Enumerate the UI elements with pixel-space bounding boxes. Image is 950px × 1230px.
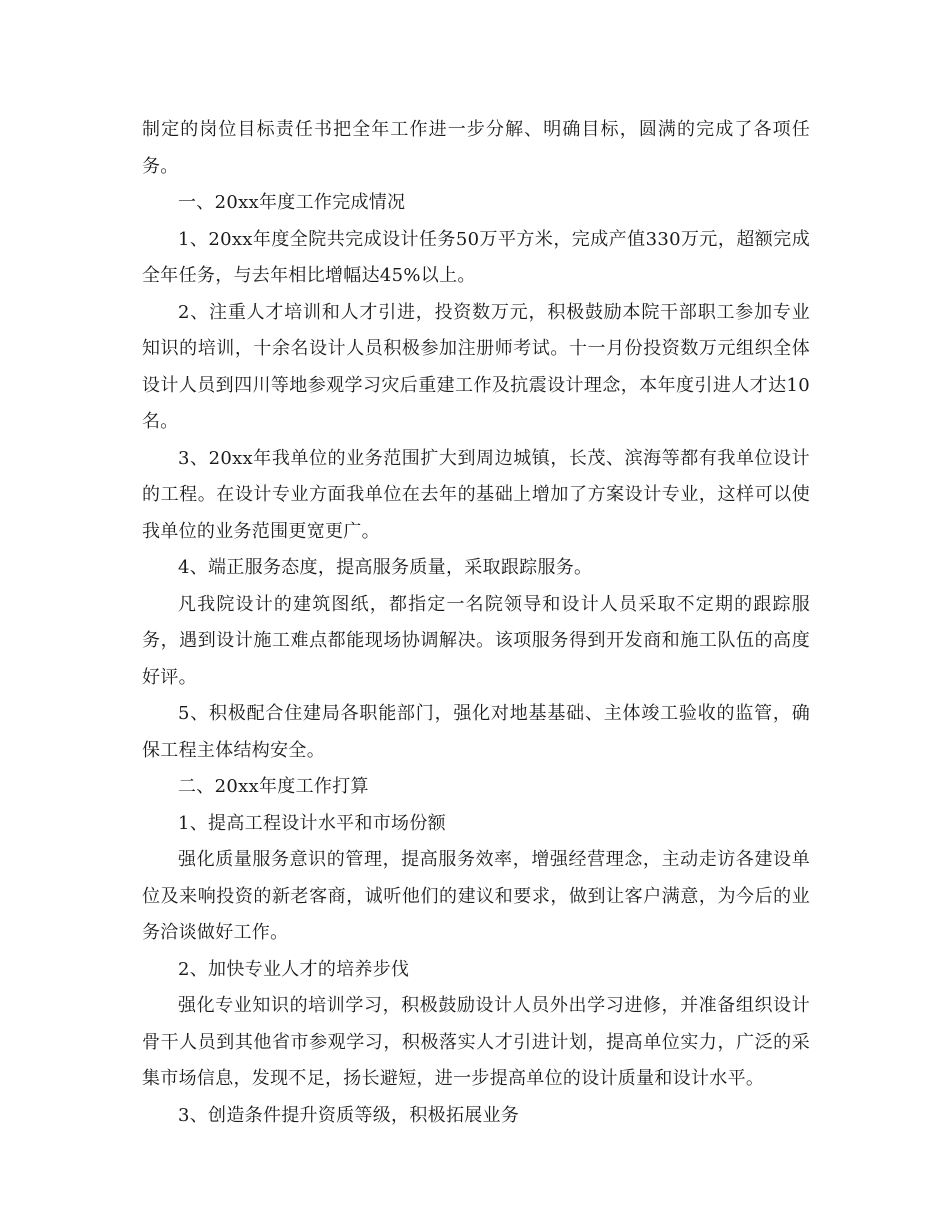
paragraph-item-3: 3、20xx年我单位的业务范围扩大到周边城镇，长茂、滨海等都有我单位设计的工程。在设计专业方面我单位在去年的基础上增加了方案设计专业，这样可以使我单位的业务范围更宽更广。 [142,447,810,542]
paragraph-item-4-detail: 凡我院设计的建筑图纸，都指定一名院领导和设计人员采取不定期的跟踪服务，遇到设计施工难点都能现场协调解决。该项服务得到开发商和施工队伍的高度好评。 [142,593,810,688]
subheading-2: 2、加快专业人才的培养步伐 [178,958,410,980]
document-body [142,112,810,1134]
paragraph-item-1: 1、20xx年度全院共完成设计任务50万平方米，完成产值330万元，超额完成全年任务，与去年相比增幅达45%以上。 [142,228,810,286]
paragraph-item-4: 4、端正服务态度，提高服务质量，采取跟踪服务。 [178,557,593,578]
paragraph-plan-2: 强化专业知识的培训学习，积极鼓励设计人员外出学习进修，并准备组织设计骨干人员到其他省市参观学习，积极落实人才引进计划，提高单位实力，广泛的采集市场信息，发现不足，扬长避短，进一步提高单位的设计质量和设计水平。 [142,995,810,1089]
subheading-3: 3、创造条件提升资质等级，积极拓展业务 [178,1104,520,1126]
subheading-1: 1、提高工程设计水平和市场份额 [178,812,446,834]
paragraph-plan-1: 强化质量服务意识的管理，提高服务效率，增强经营理念，主动走访各建设单位及来响投资的新老客商，诚听他们的建议和要求，做到让客户满意，为今后的业务洽谈做好工作。 [142,849,810,943]
paragraph-item-2: 2、注重人才培训和人才引进，投资数万元，积极鼓励本院干部职工参加专业知识的培训，十余名设计人员积极参加注册师考试。十一月份投资数万元组织全体设计人员到四川等地参观学习灾后重建工作及抗震设计理念，本年度引进人才达10名。 [142,301,810,432]
section-heading-2: 二、20xx年度工作打算 [178,776,369,797]
paragraph-item-5: 5、积极配合住建局各职能部门，强化对地基基础、主体竣工验收的监管，确保工程主体结构安全。 [142,703,810,761]
section-heading-1: 一、20xx年度工作完成情况 [178,192,406,213]
paragraph-continuation: 制定的岗位目标责任书把全年工作进一步分解、明确目标，圆满的完成了各项任务。 [142,119,810,177]
